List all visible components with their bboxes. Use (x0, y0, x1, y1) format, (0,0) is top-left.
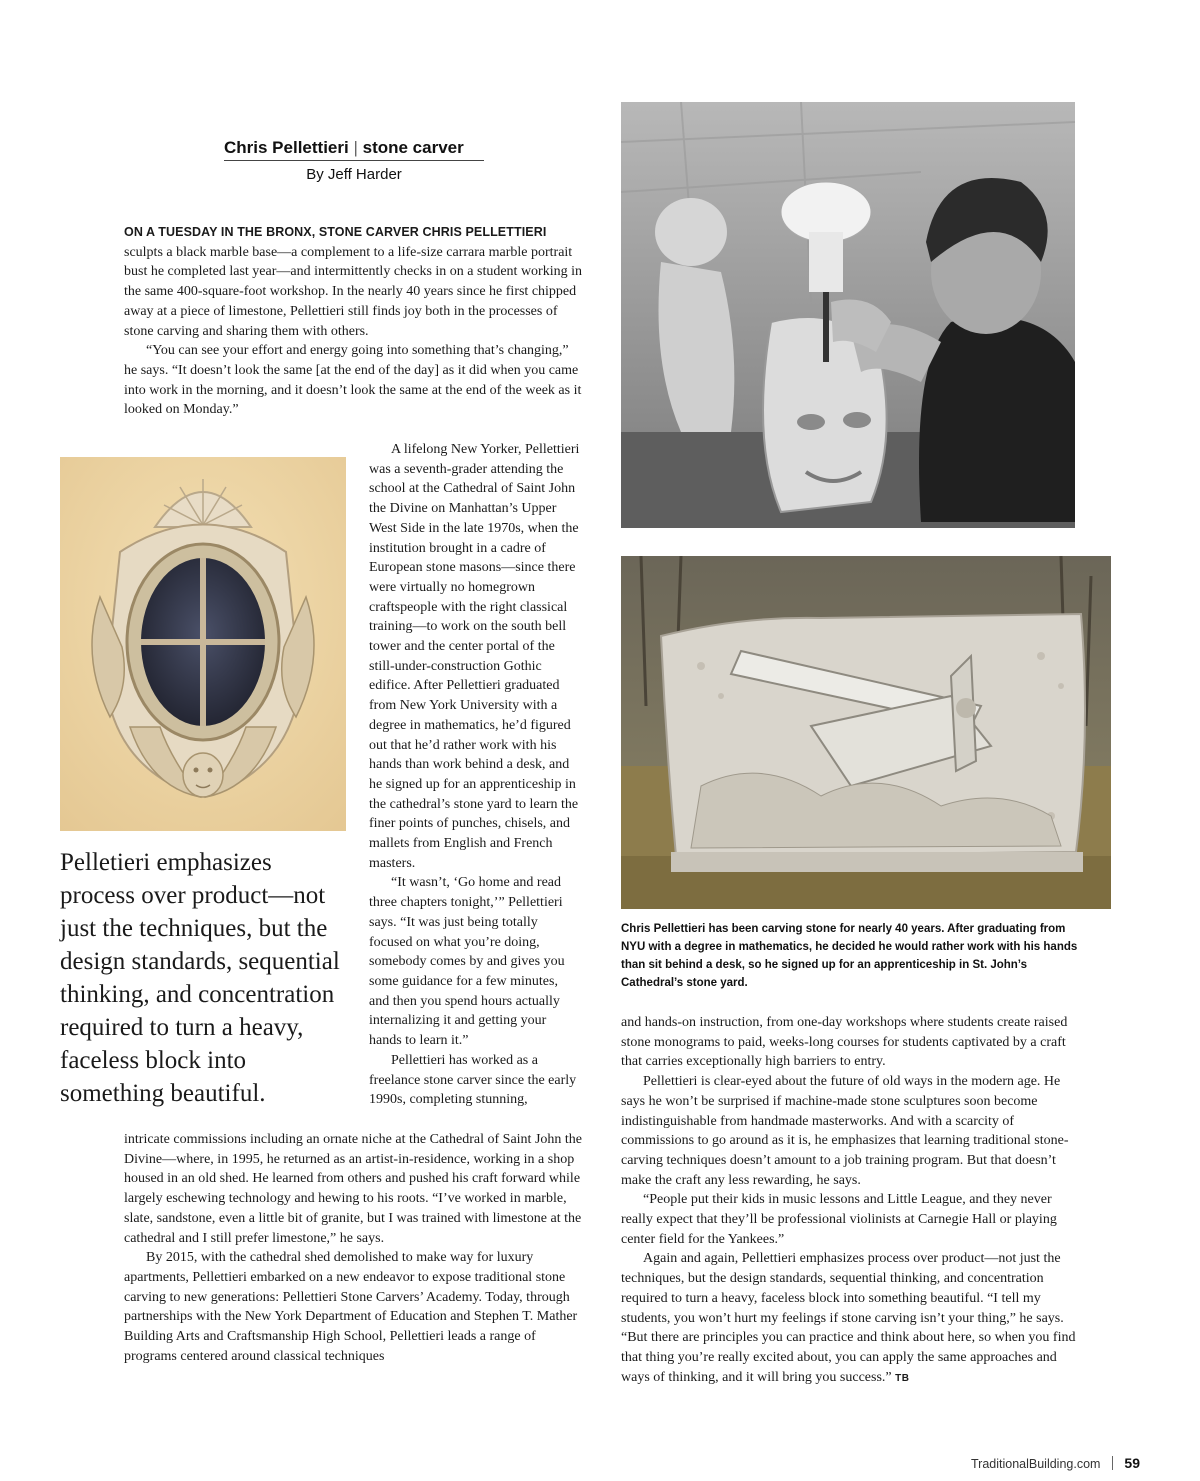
paragraph-by-2015: By 2015, with the cathedral shed demolished to make way for luxury apartments, Pellettieri embarked on a new endeavor to expose traditional stone carving to new generations: Pellettieri Stone Carvers’ Academy. Today, through partnerships with the New York Department of Education and Stephen T. Mather Building Arts and Craftsmanship High School, Pellettieri leads a range of programs centered around classical techniques (124, 1250, 578, 1364)
byline: By Jeff Harder (306, 166, 402, 183)
lede-text: sculpts a black marble base—a complement to a life-size carrara marble portrait bust he completed last year—and intermittently checks in on a student working in the same 400-square-foot workshop. In the nearly 40 years since he first chipped away at a piece of limestone, Pellettieri still finds joy both in the processes of stone carving and sharing them with others. (124, 244, 583, 339)
paragraph-freelance-start: Pellettieri has worked as a freelance stone carver since the early 1990s, completing stunning, (369, 1052, 577, 1108)
title-separator: | (353, 138, 358, 157)
page-number: 59 (1124, 1455, 1140, 1471)
page-footer (971, 1455, 1140, 1471)
carver-portrait-photo (621, 102, 1075, 528)
right-column (621, 1013, 1076, 1388)
paragraph-quote-changing: “You can see your effort and energy going into something that’s changing,” he says. “It doesn’t look the same [at the end of the day] as it did when you came into work in the morning, and it doesn’t look the same at the end of the week as it looked on Monday.” (124, 343, 582, 418)
paragraph-freelance-continued: intricate commissions including an ornate niche at the Cathedral of Saint John the Divine—where, in 1995, he returned as an artist-in-residence, working in a shop housed in an old shed. He learned from others and pushed his craft forward while largely eschewing technology and hewing to his roots. “I’ve worked in marble, slate, sandstone, even a little bit of granite, but I was trained with limestone at the cathedral and I still prefer limestone,” he says. (124, 1132, 582, 1246)
pull-quote: Pelletieri emphasizes process over product—not just the techniques, but the design standards, sequential thinking, and concentration required to turn a heavy, faceless block into something beautiful. (60, 849, 340, 1107)
lede-paragraph (124, 223, 582, 341)
article-title (224, 138, 484, 161)
lower-left-column (124, 1130, 582, 1366)
subject-name: Chris Pellettieri (224, 138, 349, 157)
paragraph-clear-eyed: Pellettieri is clear-eyed about the future of old ways in the modern age. He says he won’t be surprised if machine-made stone sculptures soon become indistinguishable from handmade masterworks. And with a scarcity of commissions to go around as it is, he emphasizes that learning traditional stone-carving techniques doesn’t amount to a job training program. But that doesn’t make the craft any less rewarding, he says. (621, 1074, 1069, 1188)
paragraph-wasnt: “It wasn’t, ‘Go home and read three chapters tonight,’” Pellettieri says. “It was just being totally focused on what you’re doing, somebody comes by and gives you some guidance for a few minutes, and then you spend hours actually internalizing it and getting your hands to learn it.” (369, 875, 565, 1049)
paragraph-again-text: Again and again, Pellettieri emphasizes process over product—not just the techniques, but the design standards, sequential thinking, and concentration required to turn a heavy, faceless block into something beautiful. “I tell my students, you won’t hurt my feelings if stone carving isn’t your thing,” he says. “But there are principles you can practice and think about here, so when you find that thing you’re really excited about, you can apply the same approaches and ways of thinking, and it will bring you success.” (621, 1251, 1076, 1385)
paragraph-continued: and hands-on instruction, from one-day workshops where students create raised stone monograms to paid, weeks-long courses for students captivated by a craft that carries exceptionally high barriers to entry. (621, 1015, 1068, 1070)
subject-role: stone carver (362, 138, 464, 157)
paragraph-again (621, 1249, 1076, 1388)
paragraph-music-lessons: “People put their kids in music lessons and Little League, and they never really expect that they’ll be professional violinists at Carnegie Hall or playing center field for the Yankees.” (621, 1192, 1057, 1247)
end-mark: TB (895, 1372, 910, 1384)
photo-caption: Chris Pellettieri has been carving stone for nearly 40 years. After graduating from NYU with a degree in mathematics, he decided he would rather work with his hands than sit behind a desk, so he signed up for an apprenticeship in St. John’s Cathedral’s stone yard. (621, 923, 1078, 989)
ornate-window-photo (60, 457, 346, 831)
airplane-relief-photo (621, 556, 1111, 909)
footer-site: TraditionalBuilding.com (970, 1457, 1101, 1471)
footer-divider (1112, 1456, 1113, 1470)
narrow-column (369, 440, 581, 1110)
lede-block (124, 223, 582, 420)
paragraph-lifelong: A lifelong New Yorker, Pellettieri was a seventh-grader attending the school at the Cathedral of Saint John the Divine on Manhattan’s Upper West Side in the late 1970s, when the institution brought in a cadre of European stone masons—since there were virtually no homegrown craftspeople with the right classical training—to work on the south bell tower and the center portal of the still-under-construction Gothic edifice. After Pellettieri graduated from New York University with a degree in mathematics, he’d figured out that he’d rather work with his hands than work behind a desk, and he signed up for an apprenticeship in the cathedral’s stone yard to learn the finer points of punches, chisels, and mallets from English and French masters. (369, 442, 580, 871)
lede-caps: ON A TUESDAY IN THE BRONX, STONE CARVER CHRIS PELLETTIERI (124, 225, 547, 239)
